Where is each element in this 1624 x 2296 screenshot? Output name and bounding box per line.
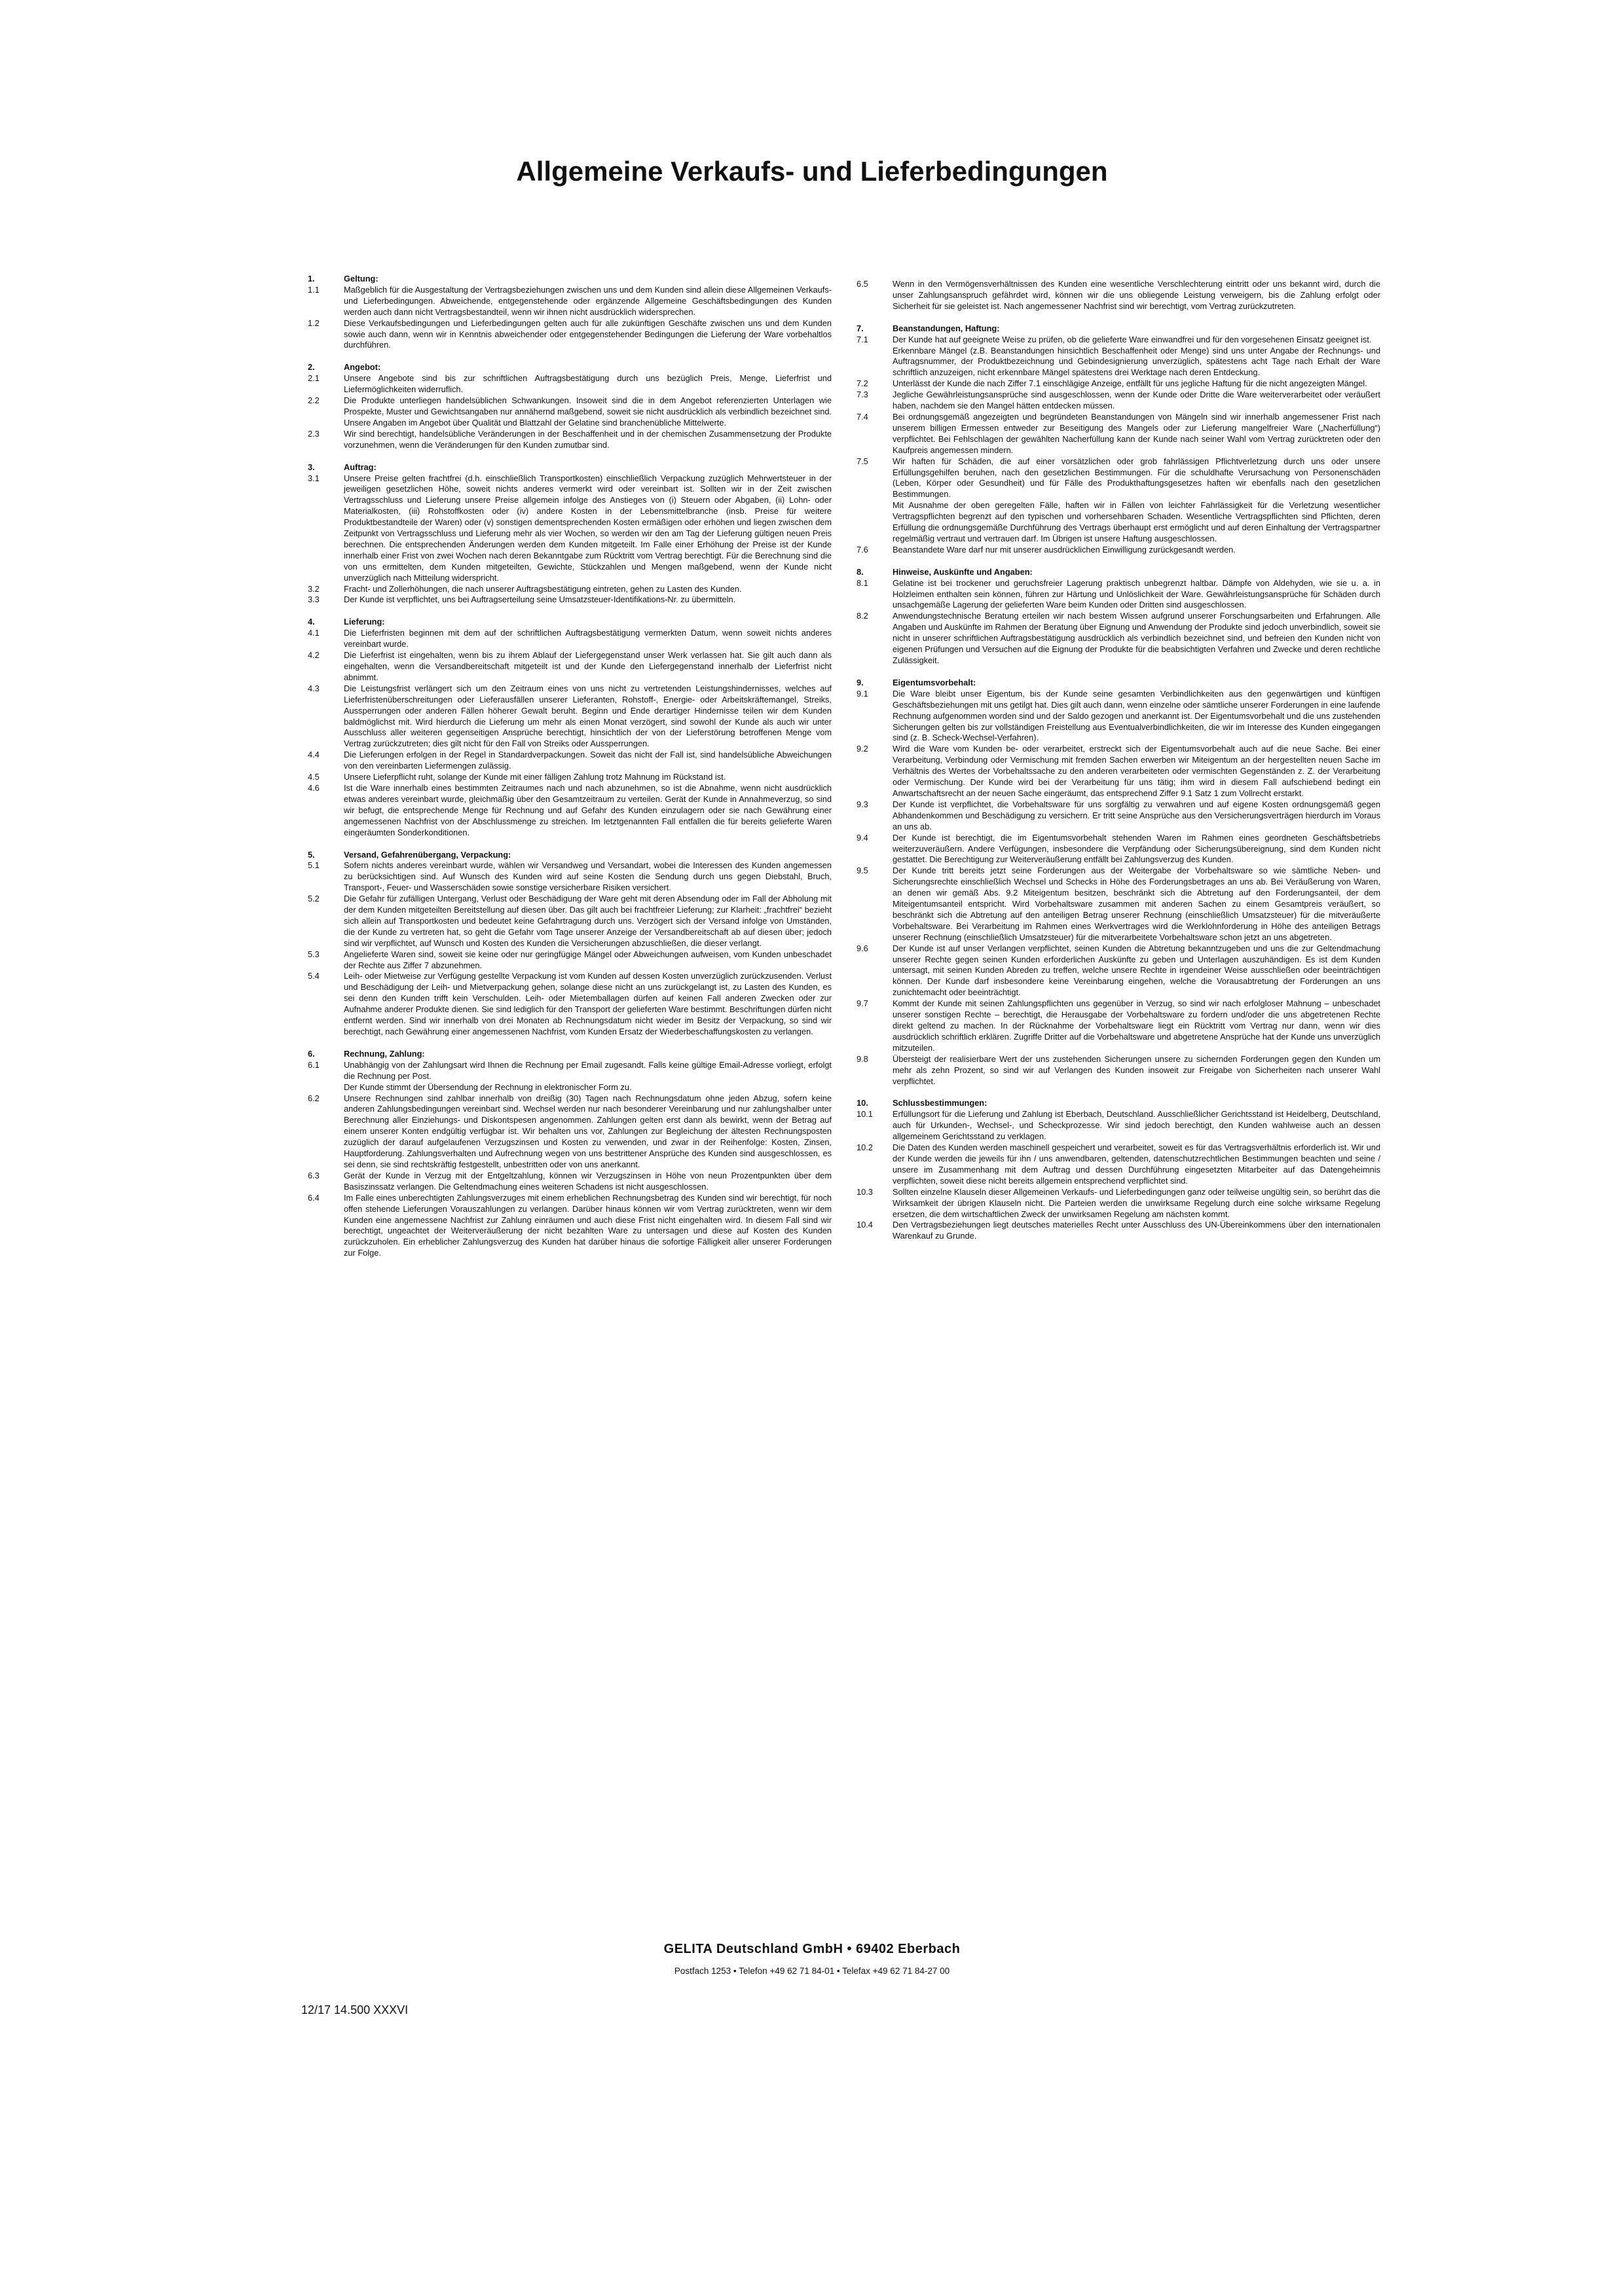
section-title: Lieferung: xyxy=(344,617,385,627)
clause-number: 4.3 xyxy=(308,683,320,693)
clause-text: Fracht- und Zollerhöhungen, die nach unserer Auftragsbestätigung eintreten, gehen zu Lasten des Kunden. xyxy=(344,583,742,594)
clause xyxy=(308,949,832,972)
section-number: 9. xyxy=(857,677,864,687)
clause-text: Im Falle eines unberechtigten Zahlungsverzuges mit einem erheblichen Rechnungsbetrag des Kunden sind wir berechtigt, für noch offen stehende Lieferungen Vorauszahlungen zu verlangen. Darüber hinaus können wir vom Vertrag zurücktreten, wenn wir dem Kunden eine angemessene Nachfrist zur Zahlung einräumen und auch diese Frist nicht eingehalten wird. In diesem Fall sind wir berechtigt, ungeachtet der Weiterveräußerung der nicht bezahlten Ware zu untersagen und diese auf Kosten des Kunden zurückzuholen. Ein erheblicher Zahlungsverzug des Kunden hat darüber hinaus die sofortige Fälligkeit aller unserer Forderungen zur Folge. xyxy=(344,1192,832,1258)
clause-number: 3.2 xyxy=(308,583,320,594)
clause xyxy=(857,578,1380,611)
section-title: Auftrag: xyxy=(344,462,377,472)
section-title: Versand, Gefahrenübergang, Verpackung: xyxy=(344,849,511,860)
clause-text: Maßgeblich für die Ausgestaltung der Vertragsbeziehungen zwischen uns und dem Kunden sind allein diese Allgemeinen Verkaufs- und Lieferbedingungen. Abweichende, entgegenstehende oder ergänzende Allgemeine Geschäftsbedingungen des Kunden werden auch dann nicht Vertragsbestandteil, wenn wir ihnen nicht ausdrücklich widersprechen. xyxy=(344,284,832,317)
section-heading xyxy=(857,567,1380,578)
clause-number: 9.6 xyxy=(857,943,868,953)
clause-number: 6.5 xyxy=(857,279,868,289)
footer-company: GELITA Deutschland GmbH • 69402 Eberbach xyxy=(663,1942,961,1956)
clause-number: 7.5 xyxy=(857,456,868,466)
terms-section xyxy=(857,323,1380,556)
clause-number: 9.5 xyxy=(857,866,868,876)
clause-text: Die Lieferungen erfolgen in der Regel in Standardverpackungen. Soweit das nicht der Fall ist, sind handelsübliche Abweichungen von den vereinbarten Liefermengen zulässig. xyxy=(344,750,832,771)
clause-number: 9.7 xyxy=(857,998,868,1009)
clause xyxy=(308,429,832,451)
clause xyxy=(308,860,832,894)
clause xyxy=(308,285,832,318)
terms-section xyxy=(308,850,832,1038)
section-number: 7. xyxy=(857,323,864,333)
clause-number: 10.3 xyxy=(857,1186,873,1197)
document-title: Allgemeine Verkaufs- und Lieferbedingungen xyxy=(516,156,1108,187)
clause-text: Unterlässt der Kunde die nach Ziffer 7.1 einschlägige Anzeige, entfällt für uns jegliche Haftung für die nicht angezeigten Mängel. xyxy=(893,378,1367,389)
clause xyxy=(308,594,832,606)
clause xyxy=(308,373,832,395)
clause xyxy=(857,998,1380,1054)
terms-section xyxy=(857,279,1380,312)
clause xyxy=(857,1187,1380,1220)
clause-text: Unsere Rechnungen sind zahlbar innerhalb von dreißig (30) Tagen nach Rechnungsdatum ohne jeden Abzug, sofern keine anderen Zahlungsbedingungen vereinbart sind. Wechsel werden nur nach besonderer Vereinbarung und nur zahlungshalber unter Berechnung aller Einziehungs- und Diskontspesen angenommen. Zahlungen gelten erst dann als bewirkt, wenn der Betrag auf einem unserer Konten endgültig verfügbar ist. Wir behalten uns vor, Zahlungen zur Begleichung der ältesten Rechnungsposten zuzüglich der darauf aufgelaufenen Verzugszinsen und Kosten zu verwenden, und zwar in der Reihenfolge: Kosten, Zinsen, Hauptforderung. Zahlungsverhalten und Aufrechnung wegen von uns bestrittener Ansprüche des Kunden sind ausgeschlossen, es sei denn, sie sind rechtskräftig festgestellt, unbestritten oder von uns anerkannt. xyxy=(344,1093,832,1169)
clause xyxy=(857,390,1380,412)
section-number: 2. xyxy=(308,362,315,373)
section-heading xyxy=(308,1049,832,1060)
clause-number: 8.2 xyxy=(857,611,868,621)
section-heading xyxy=(308,850,832,861)
clause-number: 6.3 xyxy=(308,1170,320,1180)
clause-text: Wir haften für Schäden, die auf einer vorsätzlichen oder grob fahrlässigen Pflichtverletzung durch uns oder unsere Erfüllungsgehilfen beruhen, nach den gesetzlichen Bestimmungen. Für die schuldhafte Verursachung von Personenschäden (Leben, Körper oder Gesundheit) und für Fälle des Produkthaftungsgesetzes haften wir ebenfalls nach den gesetzlichen Bestimmungen. Mit Ausnahme der oben geregelten Fälle, haften wir in Fällen von leichter Fahrlässigkeit für die Verletzung wesentlicher Vertragspflichten begrenzt auf den typischen und vorhersehbaren Schaden. Wesentliche Vertragspflichten sind Pflichten, deren Erfüllung die ordnungsgemäße Durchführung des Vertrags überhaupt erst ermöglicht und auf deren Einhaltung der Vertragspartner regelmäßig vertraut und vertrauen darf. Im Übrigen ist unsere Haftung ausgeschlossen. xyxy=(893,456,1380,543)
clause-number: 4.2 xyxy=(308,650,320,661)
clause-text: Unabhängig von der Zahlungsart wird Ihnen die Rechnung per Email zugesandt. Falls keine gültige Email-Adresse vorliegt, erfolgt die Rechnung per Post. Der Kunde stimmt der Übersendung der Rechnung in elektronischer Form zu. xyxy=(344,1059,832,1092)
clause xyxy=(857,1054,1380,1087)
clause xyxy=(857,799,1380,833)
clause-number: 3.3 xyxy=(308,594,320,605)
clause xyxy=(308,894,832,949)
section-title: Schlussbestimmungen: xyxy=(893,1098,987,1108)
clause xyxy=(857,1220,1380,1242)
clause-text: Gelatine ist bei trockener und geruchsfreier Lagerung praktisch unbegrenzt haltbar. Dämpfe von Aldehyden, wie sie u. a. in Holzleimen enthalten sein können, führen zur Härtung und Unlöslichkeit der Ware. Gewährleistungsansprüche für Schäden durch unsachgemäße Lagerung der gelieferten Ware beim Kunden oder Dritten sind ausgeschlossen. xyxy=(893,577,1380,610)
section-title: Beanstandungen, Haftung: xyxy=(893,323,1000,333)
clause xyxy=(857,689,1380,744)
section-heading xyxy=(308,362,832,373)
clause-number: 4.1 xyxy=(308,628,320,638)
terms-section xyxy=(308,362,832,450)
clause xyxy=(857,378,1380,390)
section-title: Eigentumsvorbehalt: xyxy=(893,677,976,687)
clause-text: Die Ware bleibt unser Eigentum, bis der Kunde seine gesamten Verbindlichkeiten aus den gegenwärtigen und künftigen Geschäftsbeziehungen mit uns getilgt hat. Dies gilt auch dann, wenn einzelne oder sämtliche unserer Forderungen in eine laufende Rechnung aufgenommen worden sind und der Saldo gezogen und anerkannt ist. Der Eigentumsvorbehalt und die uns zustehenden Sicherungen gelten bis zur vollständigen Freistellung aus Eventualverbindlichkeiten, die wir im Interesse des Kunden eingegangen sind (z. B. Scheck-Wechsel-Verfahren). xyxy=(893,688,1380,743)
clause-number: 5.1 xyxy=(308,860,320,871)
terms-section xyxy=(308,462,832,606)
clause xyxy=(308,971,832,1037)
clause-text: Unsere Angebote sind bis zur schriftlichen Auftragsbestätigung durch uns bezüglich Preis, Menge, Lieferfrist und Liefermöglichkeiten widerruflich. xyxy=(344,373,832,395)
clause xyxy=(308,318,832,352)
clause-number: 2.3 xyxy=(308,428,320,439)
terms-section xyxy=(857,567,1380,666)
clause-text: Die Gefahr für zufälligen Untergang, Verlust oder Beschädigung der Ware geht mit deren Absendung oder im Fall der Abholung mit der dem Kunden mitgeteilten Bereitstellung auf diesen über. Das gilt auch bei frachtfreier Lieferung; zur Klarheit: „frachtfrei“ bezieht sich allein auf Transportkosten und bedeutet keine Gefahrtragung durch uns. Verzögert sich der Versand infolge von Umständen, die der Kunde zu vertreten hat, so geht die Gefahr vom Tage unserer Anzeige der Versandbereitschaft ab auf diesen über; jedoch sind wir verpflichtet, auf Wunsch und Kosten des Kunden die Versicherungen abzuschließen, die dieser verlangt. xyxy=(344,894,832,948)
terms-section xyxy=(308,617,832,838)
section-number: 1. xyxy=(308,274,315,283)
clause-text: Wir sind berechtigt, handelsübliche Veränderungen in der Beschaffenheit und in der chemischen Zusammensetzung der Produkte vorzunehmen, wenn die Veränderungen für den Kunden zumutbar sind. xyxy=(344,428,832,450)
clause-number: 6.1 xyxy=(308,1059,320,1070)
clause-text: Leih- oder Mietweise zur Verfügung gestellte Verpackung ist vom Kunden auf dessen Kosten unverzüglich zurückzusenden. Verlust und Beschädigung der Leih- und Mietverpackung gehen, solange diese nicht an uns zurückgelangt ist, zu Lasten des Kunden, es sei denn den Kunden trifft kein Verschulden. Leih- oder Mietemballagen dürfen auf keinen Fall anderen Zwecken oder zur Aufnahme anderer Produkte dienen. Sie sind lediglich für den Transport der gelieferten Ware bestimmt. Beschriftungen dürfen nicht entfernt werden. Sind wir innerhalb von drei Monaten ab Rechnungsdatum nicht wieder im Besitz der Verpackung, so sind wir berechtigt, nach Gewährung einer angemessenen Nachfrist, vom Kunden Ersatz der Wiederbeschaffungskosten zu verlangen. xyxy=(344,971,832,1036)
footer-contact: Postfach 1253 • Telefon +49 62 71 84-01 • Telefax +49 62 71 84-27 00 xyxy=(674,1966,950,1976)
clause-number: 1.2 xyxy=(308,318,320,328)
clause xyxy=(308,628,832,650)
clause-text: Die Daten des Kunden werden maschinell gespeichert und verarbeitet, soweit es für das Vertragsverhältnis erforderlich ist. Wir und der Kunde werden die jeweils für ihn / uns anwendbaren, geltenden, datenschutzrechtlichen Bestimmungen beachten und seine / unsere im Zusammenhang mit dem Auftrag und dessen Durchführung eingesetzten Mitarbeiter auf das Datengeheimnis verpflichten, soweit diese nicht bereits allgemein entsprechend verpflichtet sind. xyxy=(893,1142,1380,1186)
clause-text: Die Leistungsfrist verlängert sich um den Zeitraum eines von uns nicht zu vertretenden Leistungshindernisses, welches auf Lieferfristenüberschreitungen oder Lieferausfällen unserer Lieferanten, Rohstoff-, Energie- oder Arbeitskräftemangel, Streiks, Aussperrungen oder anderen Fällen höherer Gewalt beruht. Beginn und Ende derartiger Hindernisse teilen wir dem Kunden baldmöglichst mit. Wird hierdurch die Lieferung um mehr als einen Monat verzögert, sind sowohl der Kunde als auch wir unter Ausschluss aller weiteren gegenseitigen Ansprüche berechtigt, hinsichtlich der von der Lieferstörung betroffenen Menge vom Vertrag zurückzutreten; dies gilt nicht für den Fall von Streiks oder Aussperrungen. xyxy=(344,683,832,749)
clause xyxy=(857,866,1380,943)
clause xyxy=(308,1171,832,1193)
terms-section xyxy=(308,274,832,351)
clause xyxy=(308,783,832,839)
clause xyxy=(308,1193,832,1259)
clause xyxy=(308,1060,832,1093)
clause xyxy=(308,772,832,783)
clause-number: 7.2 xyxy=(857,378,868,389)
clause-number: 10.2 xyxy=(857,1142,873,1153)
section-number: 3. xyxy=(308,462,315,472)
clause xyxy=(308,1093,832,1171)
clause-number: 7.3 xyxy=(857,390,868,400)
section-title: Angebot: xyxy=(344,362,381,373)
clause xyxy=(857,611,1380,666)
section-heading xyxy=(308,617,832,628)
section-number: 10. xyxy=(857,1098,868,1108)
clause xyxy=(308,584,832,595)
section-number: 5. xyxy=(308,849,315,860)
clause-text: Der Kunde ist verpflichtet, uns bei Auftragserteilung seine Umsatzsteuer-Identifikations-Nr. zu übermitteln. xyxy=(344,594,736,605)
clause-number: 7.4 xyxy=(857,411,868,422)
clause xyxy=(308,395,832,429)
terms-column-left xyxy=(308,274,832,1270)
clause-number: 5.3 xyxy=(308,949,320,959)
clause xyxy=(857,412,1380,456)
clause-text: Der Kunde tritt bereits jetzt seine Forderungen aus der Weitergabe der Vorbehaltsware so wie sämtliche Neben- und Sicherungsrechte einschließlich Wechsel und Schecks in Höhe des Forderungsbetrages an uns ab. Bei Veräußerung von Waren, an denen wir gemäß Abs. 9.2 Miteigentum besitzen, beschränkt sich die Abtretung auf den Forderungsanteil, der dem Miteigentumsanteil entspricht. Wird Vorbehaltsware zusammen mit anderen Sachen zu einem Gesamtpreis veräußert, so beschränkt sich die Abtretung auf den anteiligen Betrag unserer Rechnung (einschließlich Umsatzsteuer) für die mitveräußerte Vorbehaltsware. Bei Verarbeitung im Rahmen eines Werkvertrages wird die Werklohnforderung in Höhe des anteiligen Betrags unserer Rechnung (einschließlich Umsatzsteuer) für die mitverarbeitete Vorbehaltsware schon jetzt an uns abgetreten. xyxy=(893,866,1380,942)
clause xyxy=(857,545,1380,556)
clause-text: Den Vertragsbeziehungen liegt deutsches materielles Recht unter Ausschluss des UN-Übereinkommens über den internationalen Warenkauf zu Grunde. xyxy=(893,1220,1380,1241)
clause-text: Übersteigt der realisierbare Wert der uns zustehenden Sicherungen unsere zu sichernden Forderungen gegen den Kunden um mehr als zehn Prozent, so sind wir auf Verlangen des Kunden insoweit zur Freigabe von Sicherheiten nach unserer Wahl verpflichtet. xyxy=(893,1053,1380,1086)
clause xyxy=(857,744,1380,799)
clause-number: 6.4 xyxy=(308,1192,320,1203)
clause-text: Unsere Preise gelten frachtfrei (d.h. einschließlich Transportkosten) einschließlich Verpackung zuzüglich Mehrwertsteuer in der jeweiligen gesetzlichen Höhe, soweit nichts anderes vermerkt wird oder vereinbart ist. Sollten wir in der Zeit zwischen Vertragsschluss und Lieferung unsere Preise allgemein infolge des Anstieges von (i) Steuern oder Abgaben, (ii) Lohn- oder Materialkosten, (iii) Rohstoffkosten oder (iv) andere Kosten in der Lebensmittelbranche (insb. Preise für weitere Produktbestandteile der Waren) oder (v) sonstigen dementsprechenden Kosten ermäßigen oder erhöhen und liegen zwischen dem Zeitpunkt von Vertragsschluss und Lieferung mehr als vier Wochen, so werden wir den am Tag der Lieferung gültigen neuen Preis berechnen. Die entsprechenden Änderungen werden dem Kunden mitgeteilt. Im Falle einer Erhöhung der Preise ist der Kunde innerhalb einer Frist von zwei Wochen nach deren Bekanntgabe zum Rücktritt vom Vertrag berechtigt. Für die Berechnung sind die von uns ermittelten, dem Kunden mitgeteilten, Gewichte, Stückzahlen und Mengen maßgebend, wenn der Kunde nicht unverzüglich nach Mitteilung widerspricht. xyxy=(344,473,832,583)
clause xyxy=(857,279,1380,312)
clause xyxy=(308,750,832,772)
clause-text: Jegliche Gewährleistungsansprüche sind ausgeschlossen, wenn der Kunde oder Dritte die Ware weiterverarbeitet oder veräußert haben, nachdem sie den Mangel hätten entdecken müssen. xyxy=(893,390,1380,411)
clause xyxy=(857,456,1380,545)
clause-number: 9.4 xyxy=(857,832,868,843)
clause-text: Kommt der Kunde mit seinen Zahlungspflichten uns gegenüber in Verzug, so sind wir nach erfolgloser Mahnung – unbeschadet unserer sonstigen Rechte – berechtigt, die Herausgabe der Vorbehaltsware zu fordern und/oder die uns abgetretenen Rechte direkt geltend zu machen. In der Rücknahme der Vorbehaltsware liegt ein Rücktritt vom Vertrag nur dann, wenn wir dies ausdrücklich schriftlich erklären. Zugriffe Dritter auf die Vorbehaltsware und abgetretene Ansprüche hat der Kunde uns unverzüglich mitzuteilen. xyxy=(893,998,1380,1053)
clause-text: Beanstandete Ware darf nur mit unserer ausdrücklichen Einwilligung zurückgesandt werden. xyxy=(893,544,1236,555)
section-number: 4. xyxy=(308,617,315,627)
clause xyxy=(857,335,1380,379)
clause-text: Anwendungstechnische Beratung erteilen wir nach bestem Wissen aufgrund unserer Forschungsarbeiten und Erfahrungen. Alle Angaben und Auskünfte im Rahmen der Beratung über Eignung und Anwendung der Produkte sind jedoch unverbindlich, soweit sie nicht in unserer schriftlichen Auftragsbestätigung ausdrücklich als verbindlich bezeichnet sind, und befreien den Kunden nicht von eigenen Prüfungen und Versuchen auf die Eignung der Produkte für die beabsichtigten Verfahren und Zwecke und deren rechtliche Zulässigkeit. xyxy=(893,611,1380,665)
clause-text: Angelieferte Waren sind, soweit sie keine oder nur geringfügige Mängel oder Abweichungen aufweisen, vom Kunden unbeschadet der Rechte aus Ziffer 7 abzunehmen. xyxy=(344,949,832,970)
clause-number: 6.2 xyxy=(308,1093,320,1103)
terms-section xyxy=(857,1098,1380,1242)
clause-number: 10.1 xyxy=(857,1109,873,1120)
section-number: 6. xyxy=(308,1048,315,1059)
section-title: Rechnung, Zahlung: xyxy=(344,1048,425,1059)
clause xyxy=(857,1142,1380,1187)
clause-text: Der Kunde ist berechtigt, die im Eigentumsvorbehalt stehenden Waren im Rahmen eines geordneten Geschäftsbetriebs weiterzuveräußern. Andere Verfügungen, insbesondere die Verpfändung oder Sicherungsübereignung, sind dem Kunden nicht gestattet. Die Berechtigung zur Weiterveräußerung entfällt bei Zahlungsverzug des Kunden. xyxy=(893,832,1380,865)
clause xyxy=(857,943,1380,999)
clause-text: Sofern nichts anderes vereinbart wurde, wählen wir Versandweg und Versandart, wobei die Interessen des Kunden angemessen zu berücksichtigen sind. Auf Wunsch des Kunden wird auf seine Kosten die Sendung durch uns gegen Diebstahl, Bruch, Transport-, Feuer- und Wasserschäden sowie sonstige versicherbare Risiken versichert. xyxy=(344,860,832,893)
clause-number: 4.6 xyxy=(308,782,320,793)
clause-text: Erfüllungsort für die Lieferung und Zahlung ist Eberbach, Deutschland. Ausschließlicher Gerichtsstand ist Heidelberg, Deutschland, auch für Urkunden-, Wechsel-, und Scheckprozesse. Wir sind jedoch berechtigt, den Kunden wahlweise auch an dessen allgemeinem Gerichtsstand zu verklagen. xyxy=(893,1109,1380,1142)
clause-number: 9.2 xyxy=(857,744,868,754)
clause-number: 9.3 xyxy=(857,799,868,809)
section-title: Geltung: xyxy=(344,274,378,283)
clause-text: Ist die Ware innerhalb eines bestimmten Zeitraumes nach und nach abzunehmen, so ist die Abnahme, wenn nicht ausdrücklich etwas anderes vereinbart wurde, gleichmäßig über den Gesamtzeitraum zu verteilen. Gerät der Kunde in Annahmeverzug, so sind wir befugt, die entsprechende Menge für Rechnung und auf Gefahr des Kunden einzulagern oder sie nach Gewährung einer angemessenen Nachfrist von der Abschlussmenge zu streichen. Im letztgenannten Fall entfallen die für bereits gelieferte Waren eingeräumten Sonderkonditionen. xyxy=(344,782,832,837)
clause-text: Unsere Lieferpflicht ruht, solange der Kunde mit einer fälligen Zahlung trotz Mahnung im Rückstand ist. xyxy=(344,772,726,782)
section-heading xyxy=(857,323,1380,335)
clause-number: 2.2 xyxy=(308,395,320,406)
clause xyxy=(308,473,832,584)
clause-number: 7.6 xyxy=(857,544,868,555)
clause-text: Bei ordnungsgemäß angezeigten und begründeten Beanstandungen von Mängeln sind wir innerhalb angemessener Frist nach unserem billigen Ermessen entweder zur Beseitigung des Mangels oder zur Lieferung mangelfreier Ware („Nacherfüllung“) verpflichtet. Bei Fehlschlagen der gewählten Nacherfüllung kann der Kunde nach seiner Wahl vom Vertrag zurücktreten oder den Kaufpreis angemessen mindern. xyxy=(893,411,1380,455)
clause-number: 7.1 xyxy=(857,334,868,344)
form-code: 12/17 14.500 XXXVI xyxy=(301,2003,409,2016)
clause-text: Sollten einzelne Klauseln dieser Allgemeinen Verkaufs- und Lieferbedingungen ganz oder teilweise ungültig sein, so berührt das die Wirksamkeit der übrigen Klauseln nicht. Die Parteien werden die unwirksame Regelung durch eine solche wirksame Regelung ersetzen, die dem wirtschaftlichen Zweck der unwirksamen Regelung am nächsten kommt. xyxy=(893,1186,1380,1219)
clause-text: Der Kunde ist auf unser Verlangen verpflichtet, seinen Kunden die Abtretung bekanntzugeben und uns die zur Geltendmachung unserer Rechte gegen seinen Kunden erforderlichen Auskünfte zu geben und Unterlagen auszuhändigen. Es ist dem Kunden untersagt, mit seinen Kunden Abreden zu treffen, welche unsere Rechte in irgendeiner Weise ausschließen oder beeinträchtigen können. Der Kunde darf insbesondere keine Vereinbarung eingehen, welche die Vorausabtretung der Forderungen an uns zunichtemacht oder beeinträchtigt. xyxy=(893,943,1380,998)
clause-number: 2.1 xyxy=(308,373,320,384)
terms-section xyxy=(857,678,1380,1087)
clause xyxy=(308,683,832,750)
clause-text: Wenn in den Vermögensverhältnissen des Kunden eine wesentliche Verschlechterung eintritt oder uns bekannt wird, durch die unser Zahlungsanspruch gefährdet wird, können wir die uns obliegende Leistung verweigern, bis die Zahlung erfolgt oder Sicherheit für sie geleistet ist. Nach angemessener Nachfrist sind wir berechtigt, vom Vertrag zurückzutreten. xyxy=(893,279,1380,311)
clause-number: 9.1 xyxy=(857,688,868,699)
clause-number: 5.2 xyxy=(308,894,320,904)
clause-number: 1.1 xyxy=(308,284,320,295)
clause-number: 3.1 xyxy=(308,473,320,483)
clause-number: 10.4 xyxy=(857,1220,873,1230)
clause-number: 8.1 xyxy=(857,577,868,588)
clause-text: Wird die Ware vom Kunden be- oder verarbeitet, erstreckt sich der Eigentumsvorbehalt auch auf die neue Sache. Bei einer Verarbeitung, Verbindung oder Vermischung mit fremden Sachen erwerben wir Miteigentum an der hergestellten neuen Sache im Verhältnis des Wertes der Vorbehaltssache zu den anderen verarbeiteten oder vermischten Gegenständen z. Z. der Verarbeitung oder Vermischung. Der Kunde wird bei der Verarbeitung für uns tätig; ihm wird in diesem Fall aufschiebend bedingt ein Anwartschaftsrecht an der neuen Sache eingeräumt, das entsprechend Ziffer 9.1 Satz 1 zum Vollrecht erstarkt. xyxy=(893,744,1380,798)
clause-text: Der Kunde hat auf geeignete Weise zu prüfen, ob die gelieferte Ware einwandfrei und für den vorgesehenen Einsatz geeignet ist. Erkennbare Mängel (z.B. Beanstandungen hinsichtlich Beschaffenheit oder Menge) sind uns unter Angabe der Rechnungs- und Auftragsnummer, der Produktbezeichnung und Gebindesignierung unverzüglich, spätestens acht Tage nach Erhalt der Ware schriftlich anzuzeigen, nicht erkennbare Mängel spätestens drei Werktage nach deren Entdeckung. xyxy=(893,334,1380,378)
clause-text: Die Lieferfristen beginnen mit dem auf der schriftlichen Auftragsbestätigung vermerkten Datum, wenn soweit nichts anderes vereinbart wurde. xyxy=(344,628,832,649)
clause-number: 9.8 xyxy=(857,1053,868,1064)
clause xyxy=(857,1109,1380,1142)
clause-text: Diese Verkaufsbedingungen und Lieferbedingungen gelten auch für alle zukünftigen Geschäfte zwischen uns und dem Kunden sowie auch dann, wenn wir in Kenntnis abweichender oder entgegenstehender Bedingungen die Lieferung der Ware vorbehaltlos durchführen. xyxy=(344,318,832,350)
clause-text: Der Kunde ist verpflichtet, die Vorbehaltsware für uns sorgfältig zu verwahren und auf eigene Kosten ordnungsgemäß gegen Abhandenkommen und Beschädigung zu versichern. Er tritt seine Ansprüche aus den Versicherungsverträgen hierdurch im Voraus an uns ab. xyxy=(893,799,1380,831)
clause-text: Die Lieferfrist ist eingehalten, wenn bis zu ihrem Ablauf der Liefergegenstand unser Werk verlassen hat. Sie gilt auch dann als eingehalten, wenn die Versandbereitschaft mitgeteilt ist und der Kunde den Liefergegenstand innerhalb der Lieferfrist nicht abnimmt. xyxy=(344,650,832,682)
section-title: Hinweise, Auskünfte und Angaben: xyxy=(893,566,1033,577)
terms-column-right xyxy=(857,279,1380,1253)
clause-text: Gerät der Kunde in Verzug mit der Entgeltzahlung, können wir Verzugszinsen in Höhe von neun Prozentpunkten über dem Basiszinssatz verlangen. Die Geltendmachung eines weiteren Schadens ist nicht ausgeschlossen. xyxy=(344,1170,832,1192)
clause-number: 4.5 xyxy=(308,772,320,782)
clause-number: 5.4 xyxy=(308,971,320,981)
terms-section xyxy=(308,1049,832,1259)
clause-number: 4.4 xyxy=(308,750,320,760)
section-heading xyxy=(857,1098,1380,1109)
clause xyxy=(308,650,832,683)
clause-text: Die Produkte unterliegen handelsüblichen Schwankungen. Insoweit sind die in dem Angebot referenzierten Unterlagen wie Prospekte, Muster und Gewichtsangaben nur annähernd maßgebend, soweit sie nicht ausdrücklich als verbindlich bezeichnet sind. Unsere Angaben im Angebot über Qualität und Blattzahl der Gelatine sind branchenübliche Mittelwerte. xyxy=(344,395,832,428)
section-number: 8. xyxy=(857,566,864,577)
section-heading xyxy=(308,274,832,285)
section-heading xyxy=(857,678,1380,689)
clause xyxy=(857,833,1380,866)
section-heading xyxy=(308,462,832,473)
